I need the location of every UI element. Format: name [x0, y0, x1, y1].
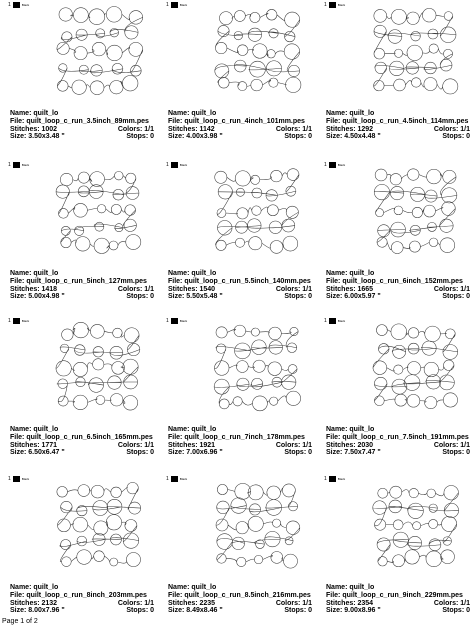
design-colors: Colors: 1/1: [117, 125, 154, 133]
design-card[interactable]: [320, 318, 470, 468]
stitch-path: [216, 483, 300, 568]
design-card[interactable]: [320, 162, 470, 312]
stitches-row: [10, 442, 154, 450]
color-number: 1: [166, 317, 169, 324]
name-row: [326, 426, 470, 434]
design-card[interactable]: [162, 476, 312, 626]
color-number: 1: [166, 161, 169, 168]
color-swatch-legend: [324, 318, 345, 324]
design-card[interactable]: [162, 162, 312, 312]
color-swatch-box: [13, 476, 20, 482]
color-swatch-box: [329, 162, 336, 168]
design-stitches: Stitches: 1771: [10, 441, 58, 449]
embroidery-preview[interactable]: [212, 480, 304, 572]
quilt-loop-pattern: [370, 480, 462, 572]
design-stitches: Stitches: 1292: [326, 125, 374, 133]
design-stitches: Stitches: 1665: [326, 285, 374, 293]
file-row: [168, 278, 312, 286]
design-size: Size: 3.50x3.48 ": [10, 133, 65, 141]
name-row: [326, 584, 470, 592]
color-label: Black: [337, 476, 346, 481]
color-swatch-box: [329, 476, 336, 482]
size-row: [326, 133, 470, 141]
stitches-row: [168, 126, 312, 134]
design-stitches: Stitches: 1142: [168, 125, 215, 133]
size-row: [10, 607, 154, 615]
color-swatch-legend: [8, 318, 29, 324]
file-row: [10, 434, 154, 442]
design-file: File: quilt_loop_c_run_4inch_101mm.pes: [168, 117, 305, 125]
color-swatch-legend: [324, 162, 345, 168]
stitch-path: [373, 324, 458, 409]
quilt-loop-pattern: [370, 322, 462, 414]
design-file: File: quilt_loop_c_run_4.5inch_114mm.pes: [326, 117, 469, 125]
size-row: [326, 607, 470, 615]
stitch-path: [215, 9, 301, 92]
color-number: 1: [8, 475, 11, 482]
design-size: Size: 6.00x5.97 ": [326, 293, 381, 301]
file-row: [10, 278, 154, 286]
design-name: Name: quilt_lo: [168, 110, 217, 117]
color-swatch-legend: [166, 476, 187, 482]
embroidery-preview[interactable]: [212, 6, 304, 98]
design-name: Name: quilt_lo: [10, 110, 59, 117]
design-size: Size: 4.50x4.48 ": [326, 133, 381, 141]
design-stops: Stops: 0: [442, 133, 470, 141]
design-stops: Stops: 0: [442, 449, 470, 457]
name-row: [326, 110, 470, 118]
color-swatch-box: [329, 318, 336, 324]
file-row: [326, 118, 470, 126]
color-swatch-box: [329, 2, 336, 8]
size-row: [168, 449, 312, 457]
design-file: File: quilt_loop_c_run_5inch_127mm.pes: [10, 277, 147, 285]
design-card[interactable]: [4, 162, 154, 312]
color-number: 1: [324, 475, 327, 482]
design-colors: Colors: 1/1: [433, 285, 470, 293]
design-info: [10, 426, 154, 457]
design-name: Name: quilt_lo: [10, 270, 59, 277]
embroidery-preview[interactable]: [370, 6, 462, 98]
design-info: [326, 584, 470, 615]
design-stops: Stops: 0: [442, 293, 470, 301]
color-swatch-box: [171, 2, 178, 8]
color-swatch-box: [13, 318, 20, 324]
design-size: Size: 7.50x7.47 ": [326, 449, 381, 457]
design-name: Name: quilt_lo: [10, 584, 59, 591]
stitches-row: [10, 600, 154, 608]
stitch-path: [57, 7, 143, 95]
design-info: [168, 110, 312, 141]
quilt-loop-pattern: [212, 166, 304, 258]
file-row: [326, 434, 470, 442]
design-name: Name: quilt_lo: [326, 270, 375, 277]
design-info: [168, 426, 312, 457]
design-stops: Stops: 0: [284, 449, 312, 457]
color-label: Black: [21, 318, 30, 323]
design-size: Size: 5.50x5.48 ": [168, 293, 223, 301]
design-colors: Colors: 1/1: [433, 441, 470, 449]
size-row: [10, 293, 154, 301]
stitches-row: [10, 126, 154, 134]
color-number: 1: [8, 1, 11, 8]
design-info: [10, 270, 154, 301]
color-swatch-box: [13, 162, 20, 168]
embroidery-preview[interactable]: [370, 480, 462, 572]
design-card[interactable]: [162, 2, 312, 152]
color-swatch-box: [171, 318, 178, 324]
design-info: [168, 584, 312, 615]
embroidery-preview[interactable]: [212, 322, 304, 414]
design-stitches: Stitches: 1418: [10, 285, 58, 293]
design-name: Name: quilt_lo: [168, 584, 217, 591]
design-size: Size: 9.00x8.96 ": [326, 607, 381, 615]
color-swatch-legend: [166, 318, 187, 324]
stitches-row: [326, 600, 470, 608]
design-size: Size: 7.00x6.96 ": [168, 449, 223, 457]
color-swatch-legend: [166, 2, 187, 8]
color-label: Black: [179, 2, 188, 7]
design-file: File: quilt_loop_c_run_3.5inch_89mm.pes: [10, 117, 149, 125]
color-number: 1: [166, 475, 169, 482]
design-stops: Stops: 0: [284, 293, 312, 301]
design-name: Name: quilt_lo: [168, 270, 217, 277]
design-stops: Stops: 0: [284, 133, 312, 141]
stitch-path: [56, 322, 140, 410]
design-colors: Colors: 1/1: [275, 285, 312, 293]
color-swatch-legend: [324, 2, 345, 8]
design-stitches: Stitches: 2235: [168, 599, 216, 607]
color-label: Black: [21, 2, 30, 7]
color-label: Black: [21, 476, 30, 481]
name-row: [10, 584, 154, 592]
design-colors: Colors: 1/1: [433, 125, 470, 133]
design-file: File: quilt_loop_c_run_8.5inch_216mm.pes: [168, 591, 311, 599]
color-label: Black: [179, 162, 188, 167]
file-row: [168, 434, 312, 442]
stitch-path: [215, 169, 299, 254]
design-stops: Stops: 0: [126, 607, 154, 615]
size-row: [10, 449, 154, 457]
embroidery-preview[interactable]: [54, 480, 146, 572]
name-row: [168, 110, 312, 118]
quilt-loop-pattern: [212, 322, 304, 414]
stitch-path: [374, 169, 457, 254]
design-card[interactable]: [320, 476, 470, 626]
color-label: Black: [337, 2, 346, 7]
design-file: File: quilt_loop_c_run_6inch_152mm.pes: [326, 277, 463, 285]
quilt-loop-pattern: [212, 480, 304, 572]
design-card[interactable]: [4, 2, 154, 152]
color-swatch-box: [171, 476, 178, 482]
color-label: Black: [337, 162, 346, 167]
design-stops: Stops: 0: [126, 133, 154, 141]
file-row: [168, 592, 312, 600]
color-swatch-legend: [8, 162, 29, 168]
file-row: [10, 592, 154, 600]
size-row: [326, 449, 470, 457]
size-row: [168, 607, 312, 615]
design-stitches: Stitches: 1921: [168, 441, 216, 449]
design-info: [10, 110, 154, 141]
design-size: Size: 8.00x7.96 ": [10, 607, 65, 615]
name-row: [168, 426, 312, 434]
quilt-loop-pattern: [54, 166, 146, 258]
design-file: File: quilt_loop_c_run_5.5inch_140mm.pes: [168, 277, 311, 285]
name-row: [168, 584, 312, 592]
color-number: 1: [8, 317, 11, 324]
color-swatch-legend: [8, 476, 29, 482]
quilt-loop-pattern: [54, 6, 146, 98]
stitches-row: [168, 442, 312, 450]
stitches-row: [168, 600, 312, 608]
design-size: Size: 6.50x6.47 ": [10, 449, 65, 457]
design-name: Name: quilt_lo: [326, 426, 375, 433]
design-stops: Stops: 0: [126, 293, 154, 301]
design-info: [326, 270, 470, 301]
color-swatch-box: [171, 162, 178, 168]
color-label: Black: [21, 162, 30, 167]
size-row: [168, 293, 312, 301]
design-name: Name: quilt_lo: [326, 584, 375, 591]
page-footer: Page 1 of 2: [2, 618, 38, 625]
design-colors: Colors: 1/1: [275, 599, 312, 607]
design-size: Size: 8.49x8.46 ": [168, 607, 223, 615]
stitches-row: [10, 286, 154, 294]
design-name: Name: quilt_lo: [10, 426, 59, 433]
stitches-row: [326, 442, 470, 450]
embroidery-preview[interactable]: [370, 166, 462, 258]
stitch-path: [56, 171, 141, 253]
size-row: [10, 133, 154, 141]
quilt-loop-pattern: [54, 480, 146, 572]
embroidery-preview[interactable]: [54, 322, 146, 414]
stitch-path: [374, 8, 458, 94]
color-swatch-box: [13, 2, 20, 8]
color-number: 1: [324, 317, 327, 324]
design-info: [326, 110, 470, 141]
design-size: Size: 5.00x4.98 ": [10, 293, 65, 301]
embroidery-preview[interactable]: [54, 166, 146, 258]
design-name: Name: quilt_lo: [168, 426, 217, 433]
color-label: Black: [179, 318, 188, 323]
name-row: [168, 270, 312, 278]
design-card[interactable]: [162, 318, 312, 468]
design-colors: Colors: 1/1: [117, 441, 154, 449]
design-size: Size: 4.00x3.98 ": [168, 133, 223, 141]
design-colors: Colors: 1/1: [433, 599, 470, 607]
design-stitches: Stitches: 2030: [326, 441, 374, 449]
quilt-loop-pattern: [54, 322, 146, 414]
stitches-row: [168, 286, 312, 294]
design-card[interactable]: [4, 476, 154, 626]
name-row: [326, 270, 470, 278]
name-row: [10, 110, 154, 118]
design-file: File: quilt_loop_c_run_6.5inch_165mm.pes: [10, 433, 153, 441]
embroidery-preview[interactable]: [212, 166, 304, 258]
file-row: [326, 278, 470, 286]
quilt-loop-pattern: [370, 6, 462, 98]
design-colors: Colors: 1/1: [117, 599, 154, 607]
design-info: [10, 584, 154, 615]
file-row: [168, 118, 312, 126]
name-row: [10, 270, 154, 278]
size-row: [168, 133, 312, 141]
color-swatch-legend: [166, 162, 187, 168]
design-stops: Stops: 0: [126, 449, 154, 457]
design-info: [326, 426, 470, 457]
color-label: Black: [337, 318, 346, 323]
design-file: File: quilt_loop_c_run_7inch_178mm.pes: [168, 433, 305, 441]
stitch-path: [57, 482, 141, 566]
color-number: 1: [324, 161, 327, 168]
size-row: [326, 293, 470, 301]
file-row: [326, 592, 470, 600]
design-stitches: Stitches: 2132: [10, 599, 58, 607]
color-number: 1: [324, 1, 327, 8]
design-colors: Colors: 1/1: [117, 285, 154, 293]
stitches-row: [326, 286, 470, 294]
stitches-row: [326, 126, 470, 134]
file-row: [10, 118, 154, 126]
design-colors: Colors: 1/1: [275, 125, 312, 133]
embroidery-preview[interactable]: [54, 6, 146, 98]
quilt-loop-pattern: [370, 166, 462, 258]
color-swatch-legend: [324, 476, 345, 482]
design-stitches: Stitches: 1540: [168, 285, 216, 293]
design-info: [168, 270, 312, 301]
color-number: 1: [166, 1, 169, 8]
design-file: File: quilt_loop_c_run_8inch_203mm.pes: [10, 591, 147, 599]
name-row: [10, 426, 154, 434]
design-card[interactable]: [320, 2, 470, 152]
embroidery-preview[interactable]: [370, 322, 462, 414]
color-label: Black: [179, 476, 188, 481]
design-card[interactable]: [4, 318, 154, 468]
design-colors: Colors: 1/1: [275, 441, 312, 449]
design-stops: Stops: 0: [442, 607, 470, 615]
design-file: File: quilt_loop_c_run_9inch_229mm.pes: [326, 591, 463, 599]
color-number: 1: [8, 161, 11, 168]
design-stitches: Stitches: 2354: [326, 599, 374, 607]
stitch-path: [214, 325, 300, 411]
design-file: File: quilt_loop_c_run_7.5inch_191mm.pes: [326, 433, 469, 441]
quilt-loop-pattern: [212, 6, 304, 98]
stitch-path: [373, 485, 459, 566]
color-swatch-legend: [8, 2, 29, 8]
design-stitches: Stitches: 1002: [10, 125, 58, 133]
design-name: Name: quilt_lo: [326, 110, 375, 117]
design-stops: Stops: 0: [284, 607, 312, 615]
